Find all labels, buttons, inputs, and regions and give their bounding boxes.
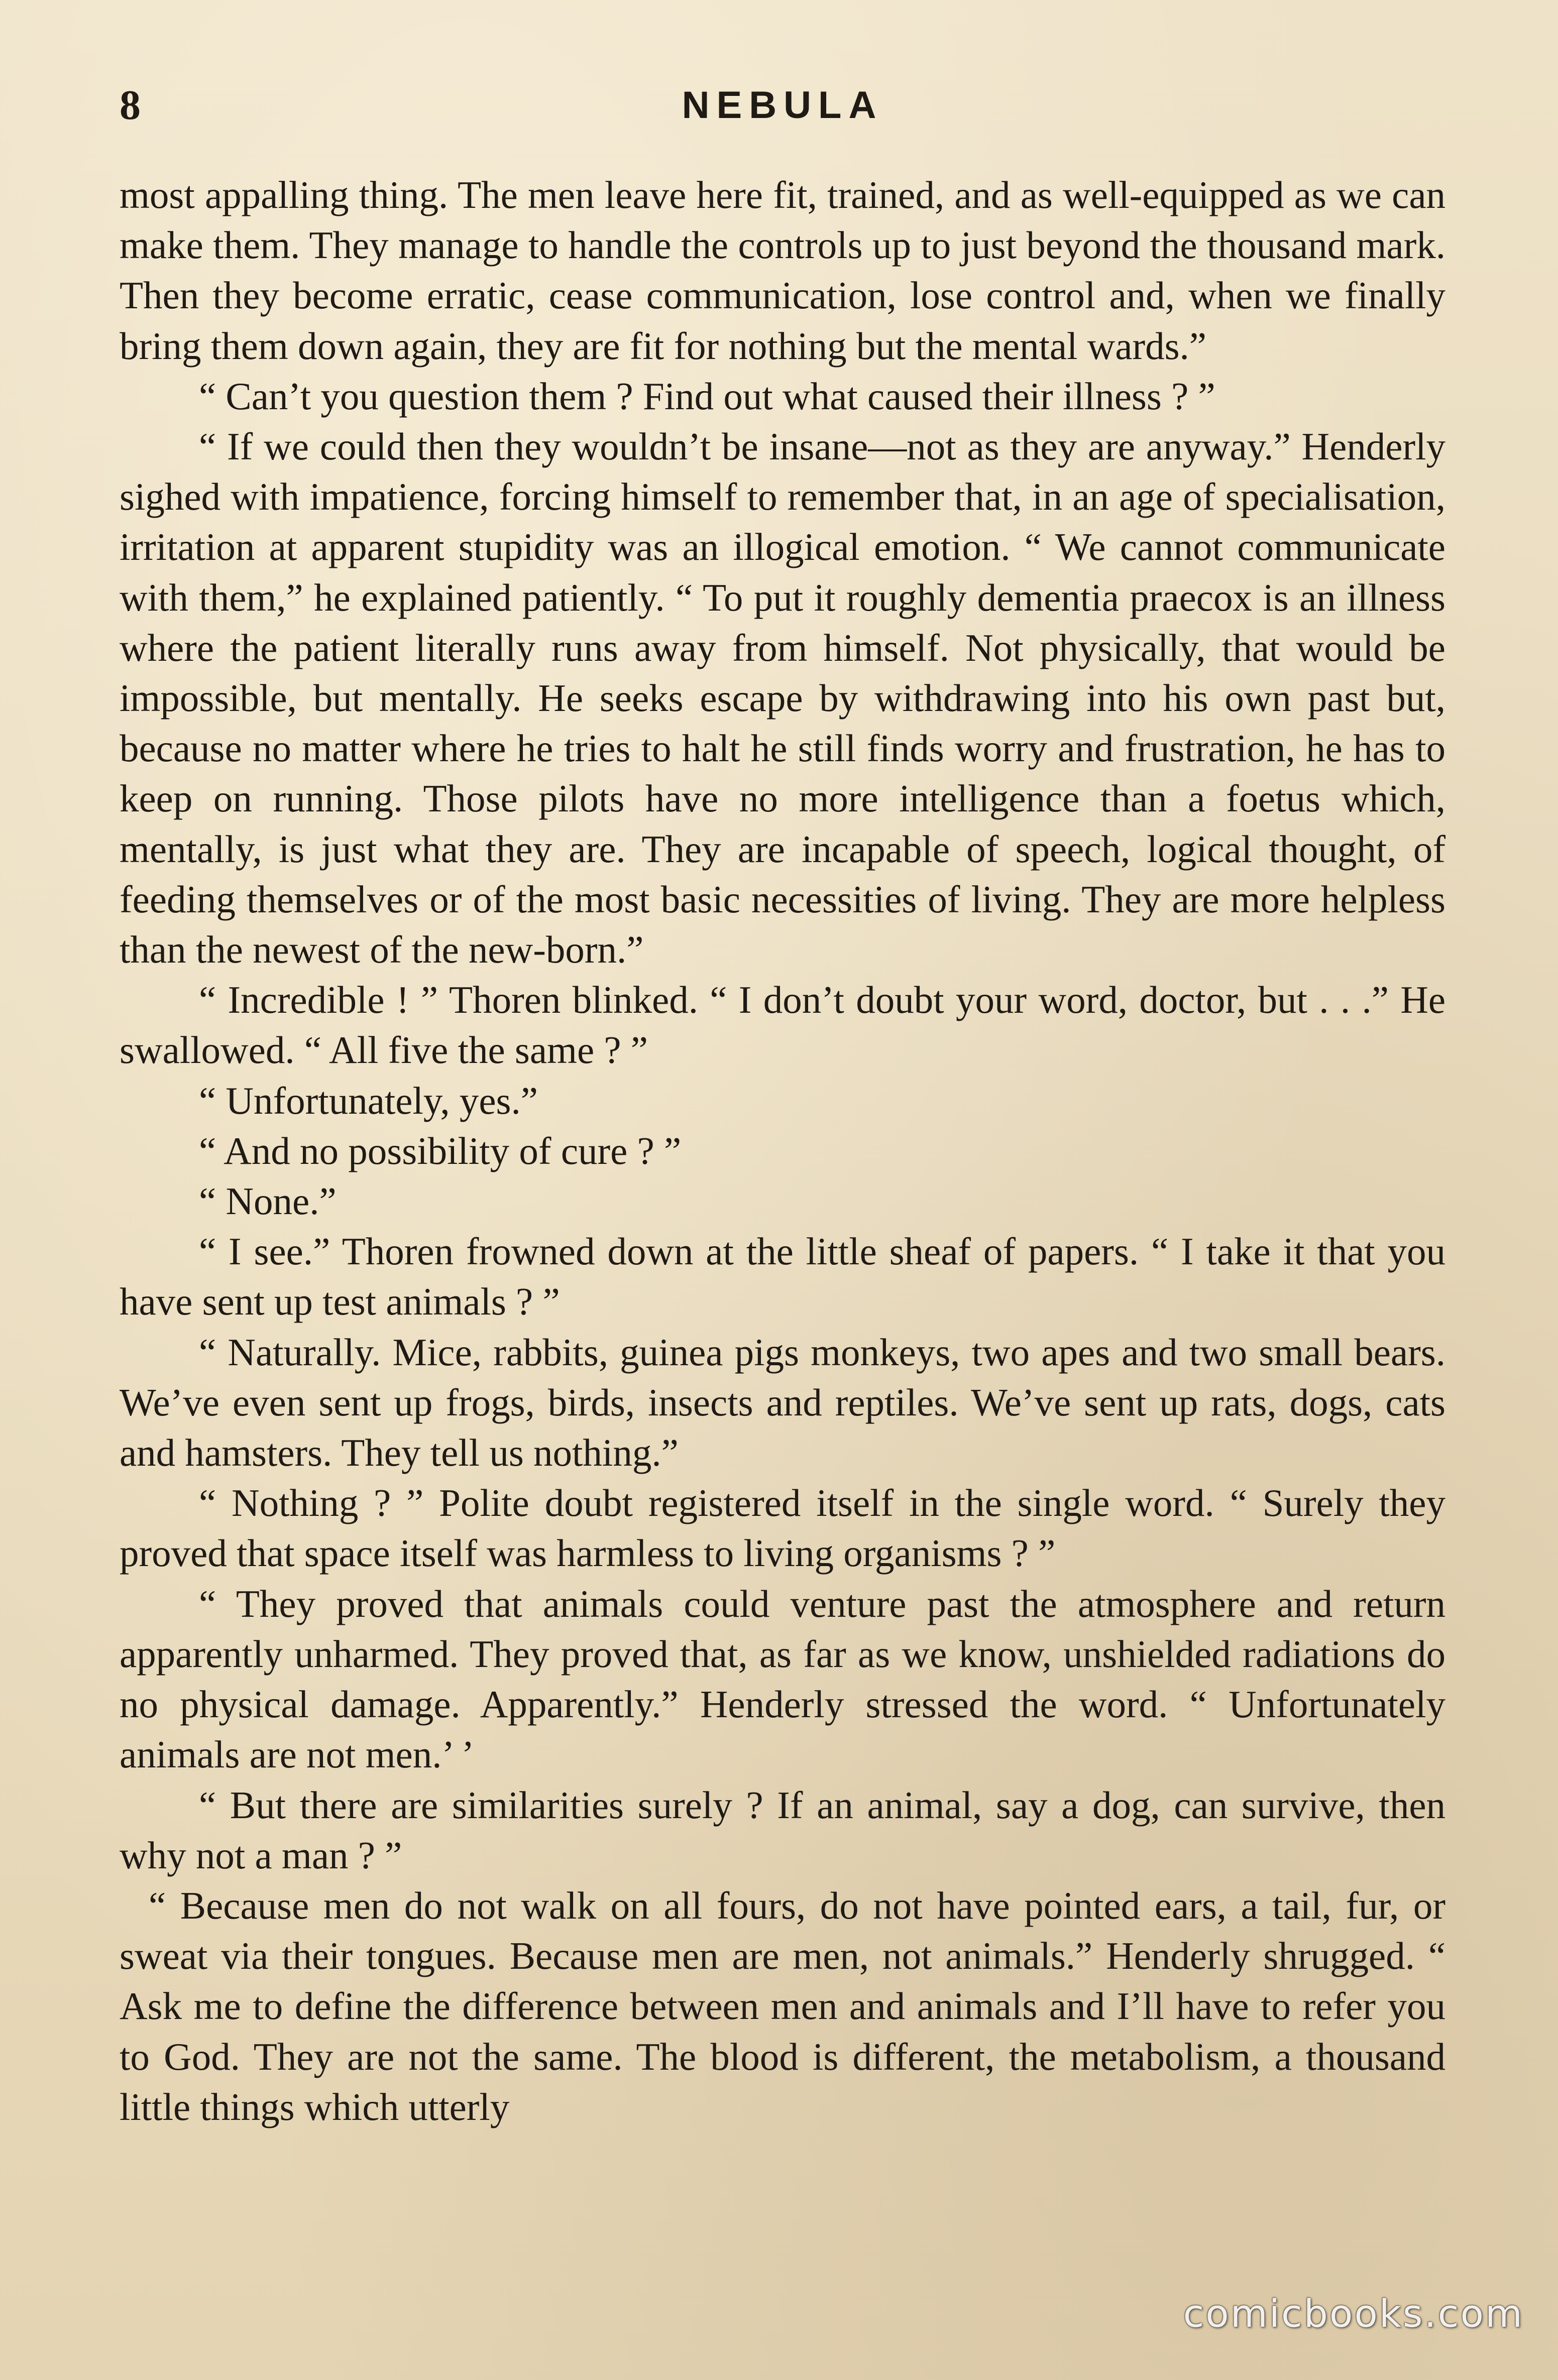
paragraph: “ Naturally. Mice, rabbits, guinea pigs monkeys, two apes and two small bears. We’ve even sent up frogs, birds, insects and reptiles. We’ve sent up rats, dogs, cats and hamsters. They tell us nothing.” — [120, 1330, 1445, 1475]
paragraph: “ Incredible ! ” Thoren blinked. “ I don’t doubt your word, doctor, but . . .” He swallowed. “ All five the same ? ” — [120, 978, 1445, 1072]
paragraph: “ If we could then they wouldn’t be insane—not as they are anyway.” Henderly sighed with impatience, forcing himself to remember that, in an age of specialisation, irritation at apparent stupidity was an illogical emotion. “ We cannot communicate with them,” he explained patiently. “ To put it roughly dementia praecox is an illness where the patient literally runs away from himself. Not physically, that would be impossible, but mentally. He seeks escape by withdrawing into his own past but, because no matter where he tries to halt he still finds worry and frustration, he has to keep on running. Those pilots have no more intelligence than a foetus which, mentally, is just what they are. They are incapable of speech, logical thought, of feeding themselves or of the most basic necessities of living. They are more helpless than the newest of the new-born.” — [120, 425, 1445, 972]
paragraph: “ And no possibility of cure ? ” — [199, 1129, 682, 1172]
paragraph: “ Can’t you question them ? Find out what caused their illness ? ” — [199, 374, 1215, 418]
paragraph: “ Because men do not walk on all fours, do not have pointed ears, a tail, fur, or sweat via their tongues. Because men are men, not animals.” Henderly shrugged. “ Ask me to define the difference between men and animals and I’ll have to refer you to God. They are not the same. The blood is different, the metabolism, a thousand little things which utterly — [120, 1883, 1445, 2128]
body-text — [120, 170, 1445, 2132]
paragraph: “ They proved that animals could venture past the atmosphere and return apparently unharmed. They proved that, as far as we know, unshielded radiations do no physical damage. Apparently.” Henderly stressed the word. “ Unfortunately animals are not men.’ ’ — [120, 1582, 1445, 1776]
paragraph: “ I see.” Thoren frowned down at the little sheaf of papers. “ I take it that you have sent up test animals ? ” — [120, 1230, 1445, 1324]
paragraph: most appalling thing. The men leave here fit, trained, and as well-equipped as we can make them. They manage to handle the controls up to just beyond the thousand mark. Then they become erratic, cease communication, lose control and, when we finally bring them down again, they are fit for nothing but the mental wards.” — [120, 173, 1445, 368]
page-header — [120, 78, 1445, 133]
paragraph: “ Unfortunately, yes.” — [199, 1079, 538, 1122]
paragraph: “ Nothing ? ” Polite doubt registered itself in the single word. “ Surely they proved that space itself was harmless to living organisms ? ” — [120, 1481, 1445, 1575]
paragraph: “ But there are similarities surely ? If an animal, say a dog, can survive, then why not a man ? ” — [120, 1783, 1445, 1877]
page-number: 8 — [120, 82, 141, 129]
watermark: comicbooks.com — [1183, 2291, 1524, 2336]
paragraph: “ None.” — [199, 1179, 337, 1223]
running-head-title: NEBULA — [682, 84, 883, 127]
